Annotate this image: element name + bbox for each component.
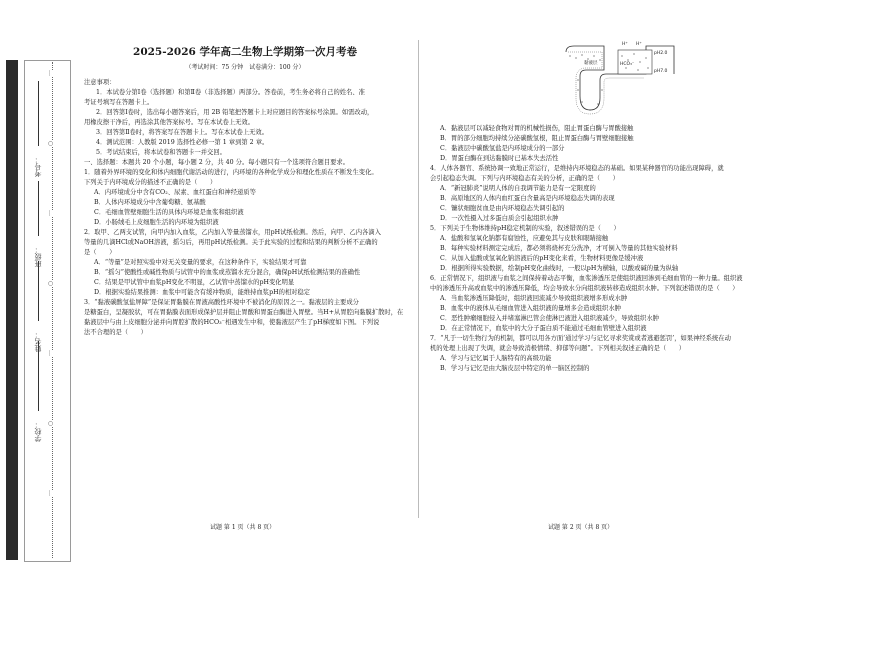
text-line: 会引起稳态失调。下列与内环境稳态有关的分析，正确的是（ ） (430, 175, 619, 182)
name-label: 姓名： (34, 331, 42, 352)
h-ion-label: H⁺ (636, 42, 642, 47)
seal-mark: … (47, 210, 54, 216)
text-line: 注意事项： (84, 79, 116, 86)
text-line: A．当血浆渗透压降低时，组织液回流减少导致组织液增多形成水肿 (440, 295, 628, 302)
ph-high-label: pH7.0 (654, 69, 668, 74)
seal-mark: … (47, 70, 54, 76)
text-line: D．一次性摄入过多蛋白质会引起组织水肿 (440, 215, 559, 222)
text-line: B．人体内环境成分中含葡萄糖、氨基酸 (94, 199, 206, 206)
text-line: 5．下列关于生物体维持pH稳定机制的实验，叙述错误的是（ ） (430, 225, 620, 232)
exam-no-line (38, 81, 39, 146)
text-line: 机的处理上出现了失调，就会导致消极情绪、抑郁等问题”。下列相关叙述正确的是（ ） (430, 345, 686, 352)
text-line: 2．取甲、乙两支试管，向甲内加入血浆，乙内加入等量蒸馏水，用pH试纸检测。然后，向甲、乙内各滴入 (84, 229, 381, 236)
class-label: 班级： (34, 246, 42, 267)
text-line: B．“摇匀”使酸性或碱性物质与试管中的血浆或蒸馏水充分混合，确保pH试纸检测结果的准确性 (94, 269, 361, 276)
text-line: 一、选择题：本题共 20 个小题，每小题 2 分，共 40 分。每小题只有一个选项符合题目要求。 (84, 159, 350, 166)
left-column (84, 78, 412, 338)
ph-gradient-diagram (556, 40, 686, 120)
school-label: 学校： (34, 421, 42, 442)
text-line: C．恶性肿瘤细胞侵入并堵塞淋巴管会使淋巴液进入组织液减少，导致组织水肿 (440, 315, 659, 322)
seal-mark: ○ (47, 420, 54, 427)
text-line: B．血浆中的液体从毛细血管进入组织液的量增多会造成组织水肿 (440, 305, 621, 312)
text-line: 黏液层中与由上皮细胞分泌并向胃腔扩散的HCO₃⁻相遇发生中和，使黏液层产生了pH梯度如下图。下列说 (84, 319, 380, 326)
text-line: 下列关于内环境成分的描述不正确的是（ ） (84, 179, 217, 186)
column-divider (418, 40, 419, 518)
text-line: D．小肠绒毛上皮细胞生活的内环境为组织液 (94, 219, 219, 226)
text-line: 4．人体各器官、系统协调一致地正常运行，是维持内环境稳态的基础。如果某种器官的功能出现障碍，就 (430, 165, 724, 172)
text-line: 2．回答第Ⅰ卷时，选出每小题答案后，用 2B 铅笔把答题卡上对应题目的答案标号涂黑。如需改动， (96, 109, 374, 116)
text-line: 1．本试卷分第Ⅰ卷（选择题）和第Ⅱ卷（非选择题）两部分。答卷前，考生务必将自己的姓名、准 (96, 89, 365, 96)
text-line: 4．测试范围：人教版 2019 选择性必修一第 1 章到第 2 章。 (96, 139, 269, 146)
seal-mark: ○ (47, 140, 54, 147)
text-line: B．胃的部分细胞均持续分泌碳酸氢根，阻止胃蛋白酶与胃壁细胞接触 (440, 135, 634, 142)
mucus-layer-label: 黏液层 (584, 61, 598, 66)
text-line: D．胃蛋白酶在到达黏膜时已基本失去活性 (440, 155, 559, 162)
text-line: 7．“凡于一切生物行为的机制，都可以用各方面‘通过学习与记忆寻求奖赏或者逃避惩罚’，如果神经系统在动 (430, 335, 731, 342)
exam-title: 2025-2026 学年高二生物上学期第一次月考卷 (133, 46, 357, 58)
text-line: D．在正常情况下，血浆中的大分子蛋白质不能通过毛细血管壁进入组织液 (440, 325, 647, 332)
text-line: C．镰状细胞贫血是由内环境稳态失调引起的 (440, 205, 565, 212)
text-line: 5．考试结束后，将本试卷和答题卡一并交回。 (96, 149, 226, 156)
binding-panel (24, 60, 71, 562)
text-line: A．盐酸和氢氧化钠都有腐蚀性，应避免其与皮肤和眼睛接触 (440, 235, 609, 242)
text-line: 用橡皮擦干净后，再选涂其他答案标号。写在本试卷上无效。 (84, 119, 255, 126)
text-line: C．结果是甲试管中血浆pH变化不明显，乙试管中蒸馏水的pH变化明显 (94, 279, 295, 286)
text-line: 是糖蛋白，呈凝胶状，可在胃黏膜表面形成保护层并阻止胃酸和胃蛋白酶进入胃壁。当H+从胃腔向黏膜扩散时，在 (84, 309, 404, 316)
text-line: D．根据实验结果推测：血浆中可能含有缓冲物质，能维持血浆pH的相对稳定 (94, 289, 311, 296)
text-line: A．学习与记忆属于人脑特有的高级功能 (440, 355, 552, 362)
exam-subtitle: （考试时间：75 分钟 试卷满分：100 分） (185, 64, 305, 71)
text-line: 3．“黏液碳酸氢盐屏障”是保证胃黏膜在胃液高酸性环境中不被消化的原因之一。黏液层的主要成分 (84, 299, 359, 306)
text-line: 1．随着外界环境的变化和体内细胞代谢活动的进行，内环境的各种化学成分和理化性质在不断发生变化。 (84, 169, 378, 176)
text-line: C．黏液层中碳酸氢盐是内环境成分的一部分 (440, 145, 565, 152)
binding-bar (6, 60, 18, 560)
seal-line (52, 62, 53, 558)
text-line: A．黏液层可以减轻食物对胃的机械性损伤，阻止胃蛋白酶与胃酸接触 (440, 125, 634, 132)
text-line: A．内环境成分中含有CO₂、尿素、血红蛋白和神经递质等 (94, 189, 256, 196)
text-line: A．“等量”是对照实验中对无关变量的要求，在这种条件下，实验结果才可靠 (94, 259, 307, 266)
class-line (38, 181, 39, 236)
ph-low-label: pH2.0 (654, 51, 668, 56)
text-line: 法不合理的是（ ） (84, 329, 147, 336)
h-ion-label: H⁺ (622, 42, 628, 47)
text-line: D．根据所得实验数据，绘制pH变化曲线时，一般以pH为横轴，以酸或碱的量为纵轴 (440, 265, 679, 272)
page-footer-right: 试题 第 2 页（共 8 页） (548, 524, 614, 531)
bicarbonate-label: HCO₃⁻ (620, 62, 635, 67)
text-line: A．“新冠肺炎”说明人体的自我调节能力是有一定限度的 (440, 185, 596, 192)
text-line: B．每种实验材料测定完成后，都必须将烧杯充分洗净，才可倒入等量的其他实验材料 (440, 245, 678, 252)
name-line (38, 261, 39, 321)
seal-mark: … (47, 490, 54, 496)
text-line: 中的渗透压升高或血浆中的渗透压降低，均会导致水分向组织液转移造成组织水肿。下列叙述错误的是（ ） (430, 285, 739, 292)
text-line: 等量的几滴HCl或NaOH溶液，摇匀后，再用pH试纸检测。关于此实验的过程和结果的判断分析不正确的 (84, 239, 378, 246)
text-line: 是（ ） (84, 249, 116, 256)
text-line: 6．正常情况下，组织液与血浆之间保持着动态平衡，血浆渗透压是使组织液回渗到毛细血管的一种力量。组织液 (430, 275, 743, 282)
right-column (430, 124, 760, 374)
text-line: C．从加入盐酸或氢氧化钠溶液后的pH变化来看，生物材料更像是缓冲液 (440, 255, 644, 262)
text-line: B．高原地区的人体内血红蛋白含量高是内环境稳态失调的表现 (440, 195, 615, 202)
exam-no-label: 考号： (34, 156, 42, 177)
seal-mark: ○ (47, 280, 54, 287)
page-footer-left: 试题 第 1 页（共 8 页） (210, 524, 276, 531)
text-line: 3．回答第Ⅱ卷时，将答案写在答题卡上。写在本试卷上无效。 (96, 129, 269, 136)
seal-mark: … (47, 350, 54, 356)
text-line: 考证号填写在答题卡上。 (84, 99, 154, 106)
text-line: C．毛细血管壁细胞生活的具体内环境是血浆和组织液 (94, 209, 244, 216)
text-line: B．学习与记忆是由大脑皮层中特定的单一脑区控制的 (440, 365, 590, 372)
